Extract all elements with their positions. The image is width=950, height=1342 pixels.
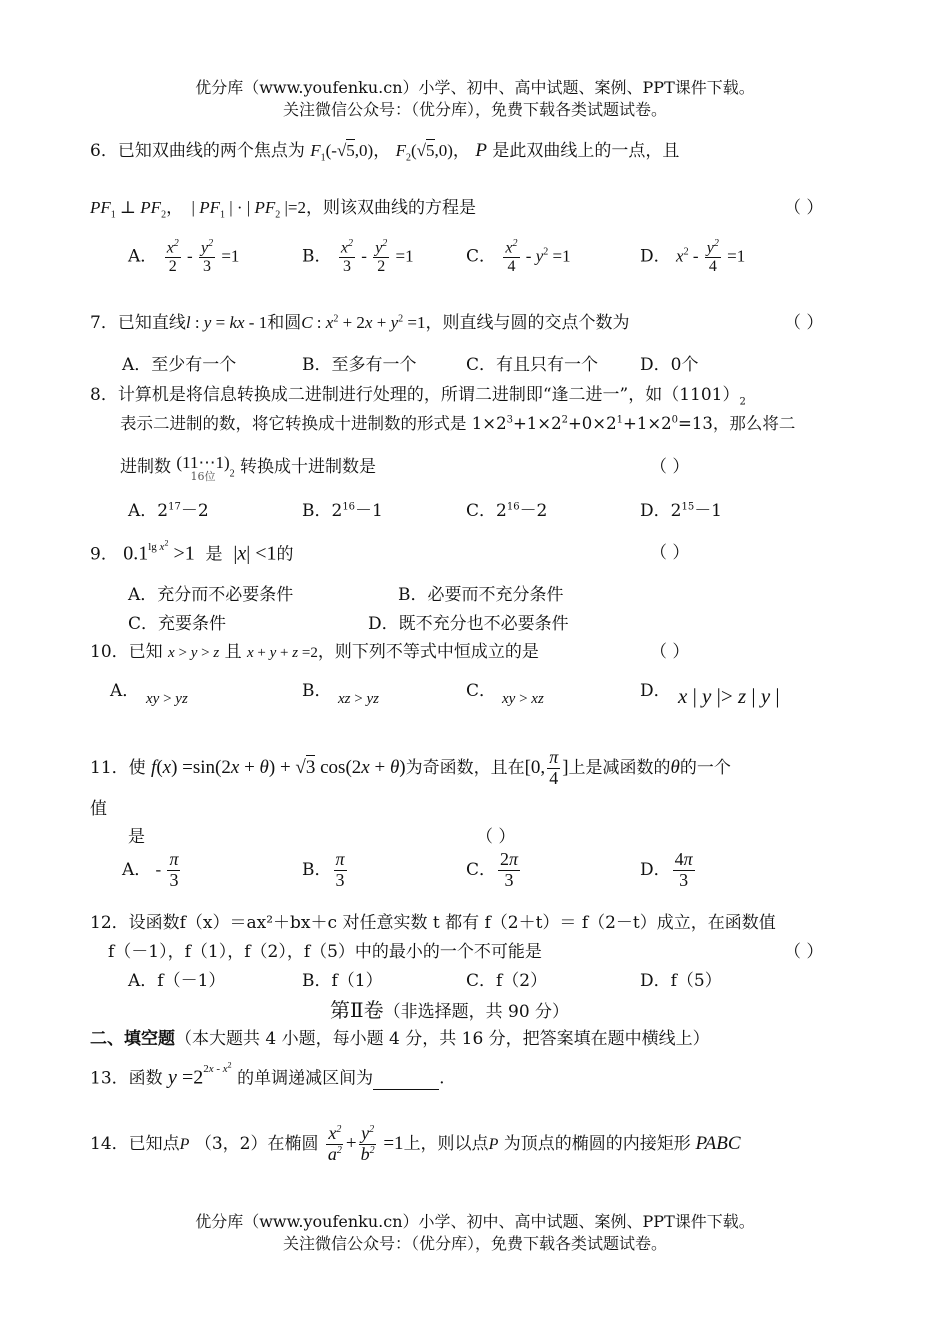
question-7: 7．已知直线l : y = kx - 1和圆C : $x^2 + 2x + y^2 =1$，则直线与圆的交点个数为 (90, 313, 630, 333)
answer-paren-12: （ ） (784, 942, 824, 962)
question-11-line-1: 11．使 f(x) =sin(2x + θ) + √3 cos(2x + θ)为奇函数，且在[0, $\frac{\pi}{4}$ ]上是减函数的θ的一个 (90, 747, 731, 788)
question-6-line-2: $PF_1$ ⊥ $PF_2$， | $PF_1$ | · | $PF_2$ |=2，则该双曲线的方程是 (90, 198, 476, 221)
question-12-line-1: 12．设函数f（x）＝ax²＋bx＋c 对任意实数 t 都有 f（2＋t）＝ f（2－t）成立，在函数值 (90, 913, 776, 933)
q10-option-c: C． (466, 681, 497, 701)
footer-line-2: 关注微信公众号：（优分库），免费下载各类试题试卷。 (282, 1234, 667, 1253)
question-8-line-1: 8．计算机是将信息转换成二进制进行处理的，所谓二进制即“逢二进一”，如$(1101)_2$ (90, 385, 746, 408)
q9-option-c: C．充要条件 (128, 614, 227, 634)
q12-option-b: B．f（1） (302, 971, 383, 991)
q6-option-d: D． $x^2$ - $\frac{y^2}{4}$ =1 (640, 238, 746, 275)
q10-option-a: A． (110, 681, 140, 701)
question-13: 13．函数 $y =2^{2x - x^2}$ 的单调递减区间为 . (90, 1060, 445, 1089)
q10-option-a-expr: xy > yz (146, 691, 188, 707)
question-11-line-3: 是 (128, 827, 145, 847)
question-10: 10．已知 x > y > z 且 x + y + z =2，则下列不等式中恒成立的是 (90, 642, 539, 662)
q10-option-b-expr: xz > yz (338, 691, 379, 707)
q10-option-d-expr: x | y |> z | y | (678, 684, 780, 708)
fill-in-heading: 二、填空题（本大题共 4 小题，每小题 4 分，共 16 分，把答案填在题中横线上） (90, 1029, 710, 1049)
q8-option-a: A．$2^{17}-2$ (128, 501, 209, 521)
answer-paren-7: （ ） (784, 313, 824, 333)
q10-option-b: B． (302, 681, 332, 701)
question-11-line-2: 值 (90, 799, 107, 819)
q7-option-c: C．有且只有一个 (466, 355, 599, 375)
answer-paren-8: （ ） (650, 457, 690, 477)
question-14: 14．已知点P （3，2）在椭圆 $\frac{x^2}{a^2}$ + $\frac{y^2}{b^2}$ =1上，则以点P 为顶点的椭圆的内接矩形 PABC (90, 1123, 741, 1164)
q10-option-d: D． (640, 681, 671, 701)
q11-option-c: C． $\frac{2\pi}{3}$ (466, 849, 519, 890)
q8-option-b: B．$2^{16}-1$ (302, 501, 383, 521)
question-8-line-2: 表示二进制的数，将它转换成十进制数的形式是 $1\times 2^3+1\times 2^2+0\times 2^1+1\times 2^0=13$，那么将二 (120, 414, 796, 433)
question-12-line-2: f（－1），f（1），f（2），f（5）中的最小的一个不可能是 (108, 942, 542, 962)
question-6-line-1: 6．已知双曲线的两个焦点为 $F_1(-√5,0)$， $F_2(√5,0)$， P 是此双曲线上的一点，且 (90, 140, 680, 164)
q12-option-a: A．f（－1） (128, 971, 226, 991)
answer-paren-6: （ ） (784, 198, 824, 218)
q9-option-d: D．既不充分也不必要条件 (368, 614, 569, 634)
header-line-1: 优分库（www.youfenku.cn）小学、初中、高中试题、案例、PPT课件下载。 (195, 78, 755, 97)
q10-option-c-expr: xy > xz (502, 691, 544, 707)
q6-option-c: C． $\frac{x^2}{4}$ - $y^2 =1$ (466, 238, 571, 275)
q7-option-d: D．0个 (640, 355, 699, 375)
footer-line-1: 优分库（www.youfenku.cn）小学、初中、高中试题、案例、PPT课件下载。 (195, 1212, 755, 1231)
answer-paren-10: （ ） (650, 642, 690, 662)
q6-option-a: A． $\frac{x^2}{2}$ - $\frac{y^2}{3}$ =1 (128, 238, 240, 275)
q9-option-b: B．必要而不充分条件 (398, 585, 564, 605)
q11-option-b: B． $\frac{\pi}{3}$ (302, 849, 345, 890)
q11-option-d: D． $\frac{4\pi}{3}$ (640, 849, 693, 890)
q9-option-a: A．充分而不必要条件 (128, 585, 294, 605)
q12-option-c: C．f（2） (466, 971, 548, 991)
q8-option-c: C．$2^{16}-2$ (466, 501, 548, 521)
header-line-2: 关注微信公众号：（优分库），免费下载各类试题试卷。 (282, 100, 667, 119)
q11-option-a: A． - $\frac{\pi}{3}$ (122, 849, 179, 890)
answer-paren-11: （ ） (476, 827, 516, 847)
q6-option-b: B． $\frac{x^2}{3}$ - $\frac{y^2}{2}$ =1 (302, 238, 414, 275)
answer-paren-9: （ ） (650, 543, 690, 563)
q7-option-a: A．至少有一个 (122, 355, 237, 375)
q7-option-b: B．至多有一个 (302, 355, 417, 375)
answer-blank-13[interactable] (373, 1073, 439, 1090)
section-2-heading: 第Ⅱ卷（非选择题，共 90 分） (330, 998, 570, 1022)
q8-option-d: D．$2^{15}-1$ (640, 501, 723, 521)
q12-option-d: D．f（5） (640, 971, 722, 991)
question-9: 9． $0.1^{lg x^2} >1$ 是 |x| <1的 (90, 538, 294, 565)
question-8-line-3: 进制数 (11⋯1) 16位 $_2$ 转换成十进制数是 (120, 452, 377, 483)
